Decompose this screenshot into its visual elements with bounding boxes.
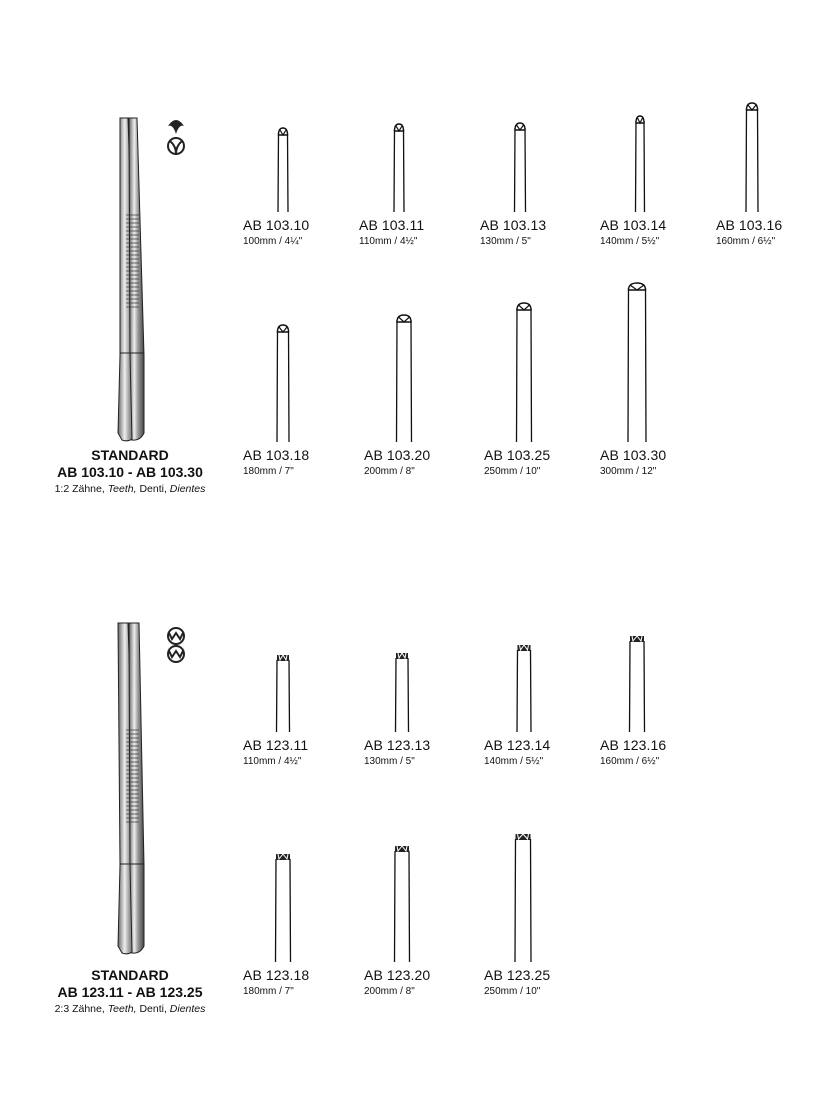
section-title: STANDARD [91,967,169,983]
product-size: 160mm / 6½" [600,756,660,767]
product-size: 100mm / 4¼" [243,236,303,247]
forceps-tip-icon [716,0,796,215]
forceps-illustration [100,620,150,960]
product-size: 160mm / 6½" [716,236,776,247]
product-code: AB 103.14 [600,217,667,233]
teeth-en: Teeth, [107,1003,137,1015]
product-code: AB 103.16 [716,217,783,233]
section-title: STANDARD [91,447,169,463]
product-code: AB 123.20 [364,967,431,983]
product-code: AB 103.10 [243,217,310,233]
teeth-it: Denti, [139,483,167,495]
product-size: 180mm / 7" [243,466,294,477]
product-code: AB 123.18 [243,967,310,983]
teeth-ratio: 1:2 Zähne, [54,483,105,495]
product-code: AB 103.18 [243,447,310,463]
product-size: 140mm / 5½" [600,236,660,247]
teeth-note [0,482,260,497]
teeth-2x3-icon [165,626,187,664]
teeth-ratio: 2:3 Zähne, [54,1003,105,1015]
section-range: AB 123.11 - AB 123.25 [57,984,203,1000]
product-code: AB 103.20 [364,447,431,463]
forceps-tip-icon [364,0,444,965]
product-code: AB 123.13 [364,737,431,753]
teeth-1x2-icon [165,116,187,158]
teeth-es: Dientes [169,1003,206,1015]
product-size: 250mm / 10" [484,466,541,477]
teeth-note [0,1002,260,1017]
product-size: 130mm / 5" [364,756,415,767]
product-code: AB 123.11 [243,737,309,753]
teeth-en: Teeth, [107,483,137,495]
product-size: 180mm / 7" [243,986,294,997]
forceps-tip-icon [243,0,323,965]
product-size: 200mm / 8" [364,466,415,477]
forceps-tip-icon [600,0,680,735]
section-caption [0,447,260,497]
teeth-es: Dientes [169,483,206,495]
teeth-it: Denti, [139,1003,167,1015]
product-code: AB 123.25 [484,967,551,983]
product-code: AB 123.14 [484,737,551,753]
section-caption [0,967,260,1017]
product-code: AB 123.16 [600,737,667,753]
product-size: 110mm / 4½" [359,236,418,247]
section-range: AB 103.10 - AB 103.30 [57,464,203,480]
product-size: 110mm / 4½" [243,756,302,767]
forceps-tip-icon [484,0,564,965]
product-size: 250mm / 10" [484,986,541,997]
product-size: 200mm / 8" [364,986,415,997]
product-code: AB 103.25 [484,447,551,463]
product-size: 140mm / 5½" [484,756,544,767]
product-code: AB 103.30 [600,447,667,463]
product-code: AB 103.13 [480,217,547,233]
forceps-illustration [100,115,150,445]
product-code: AB 103.11 [359,217,425,233]
product-size: 300mm / 12" [600,466,657,477]
product-size: 130mm / 5" [480,236,531,247]
